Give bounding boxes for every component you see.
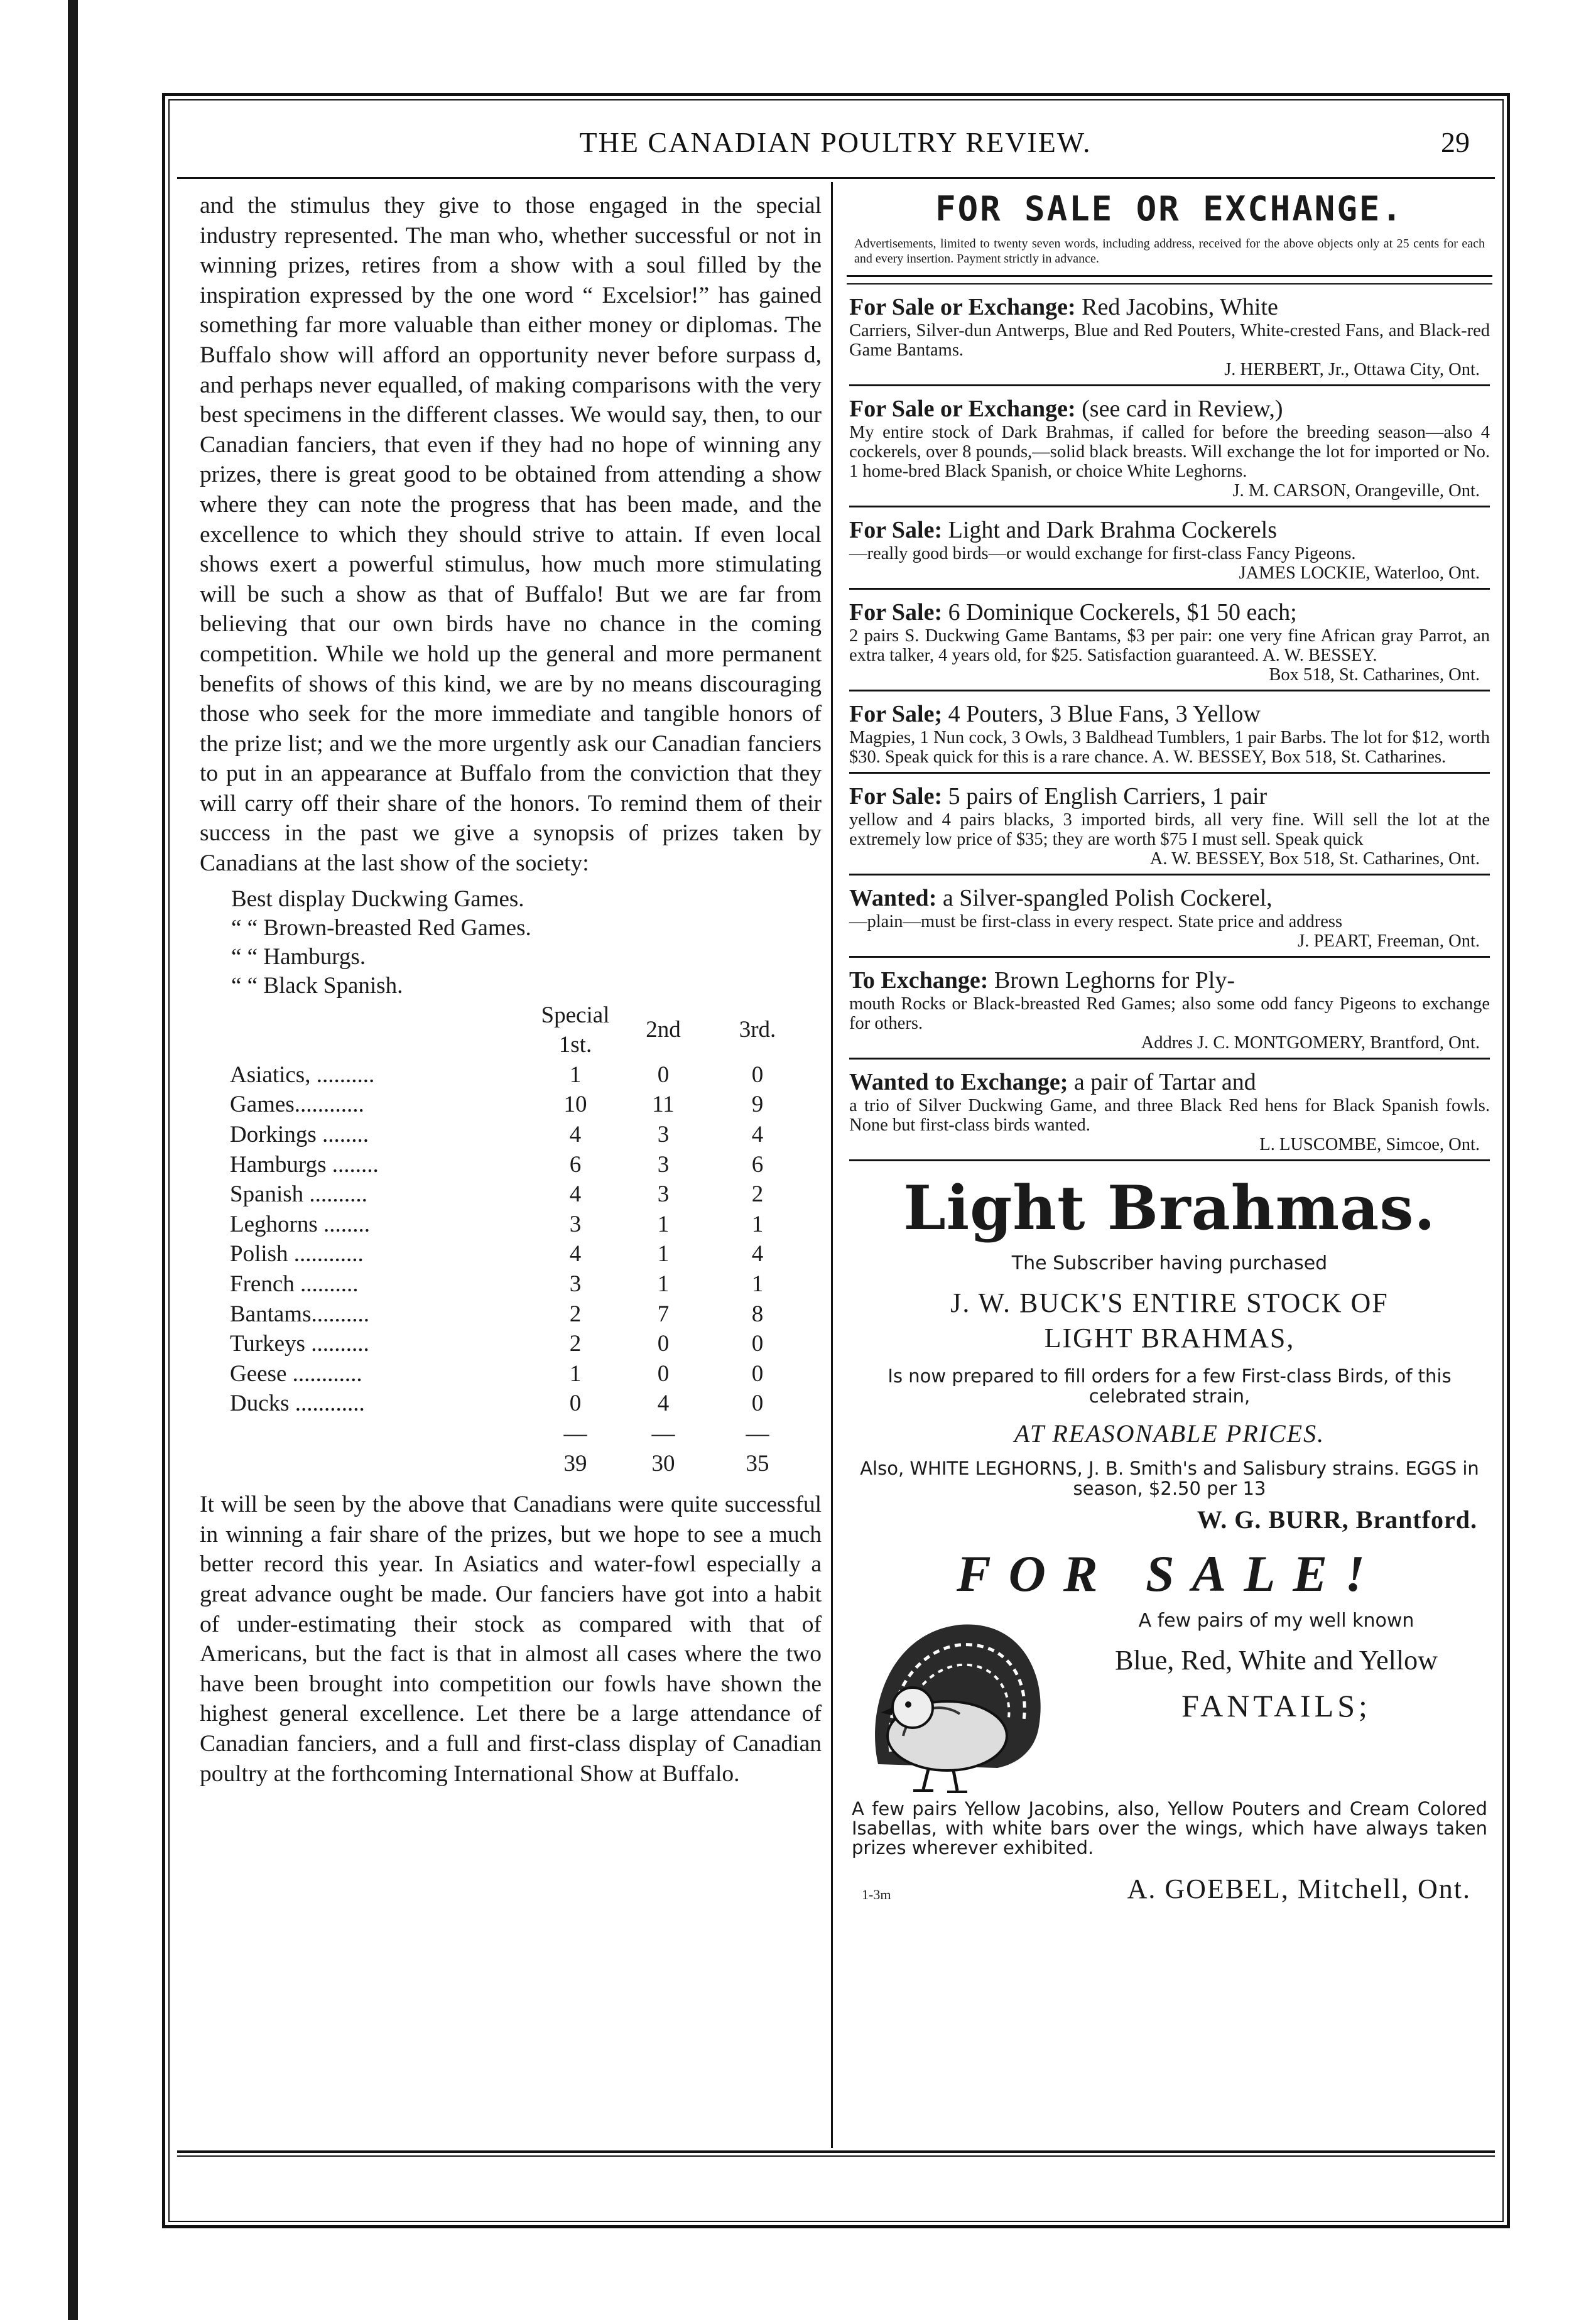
ad-lead-rest: a Silver-spangled Polish Cockerel, [936,885,1273,911]
fantails-signature: A. GOEBEL, Mitchell, Ont. [1127,1873,1471,1904]
table-row: Games............ 10 11 9 [230,1092,764,1118]
ad-lead-rest: Brown Leghorns for Ply- [988,967,1235,994]
brahma-prices: AT REASONABLE PRICES. [1014,1419,1325,1448]
table-row: Spanish .......... 4 3 2 [230,1181,764,1208]
classified-ad [849,590,1490,691]
fantails-text: A few pairs of my well known Blue, Red, White and Yellow FANTAILS; [1115,1610,1438,1723]
page-number: 29 [1441,126,1470,158]
ad-lead: For Sale: [849,517,943,543]
classified-ad [849,875,1490,958]
brahma-signature: W. G. BURR, Brantford. [1197,1505,1477,1534]
ad-lead: For Sale: [849,783,943,810]
brahma-line-4: Is now prepared to fill orders for a few First-class Birds, of this celebrated strain, [888,1365,1452,1407]
brahma-line-2: J. W. BUCK'S ENTIRE STOCK OF LIGHT BRAHMAS, [950,1287,1389,1353]
left-column [200,191,822,1789]
table-row: Geese ............ 1 0 0 [230,1360,764,1387]
ad-signature: J. PEART, Freeman, Ont. [1298,931,1480,951]
classified-ad [849,507,1490,590]
prize-table [230,1000,808,1479]
ad-lead-rest: (see card in Review,) [1075,396,1283,422]
ad-body: —plain—must be first-class in every respect. State price and address [849,912,1343,931]
ad-signature: Addres J. C. MONTGOMERY, Brantford, Ont. [1141,1033,1480,1053]
list-item: “ “ Black Spanish. [231,972,403,999]
ad-lead: For Sale; [849,701,943,727]
list-item: Best display Duckwing Games. [231,886,524,912]
footer-rule-thin [177,2155,1495,2157]
footer-rule [177,2150,1495,2153]
brahma-line-1: The Subscriber having purchased [1011,1252,1328,1274]
classified-ad [849,958,1490,1060]
table-totals-row: 39 30 35 [563,1450,769,1477]
double-rule [847,275,1492,285]
fantails-block [843,1607,1496,1796]
table-row: Hamburgs ........ 6 3 6 [230,1151,764,1178]
ad-lead: Wanted to Exchange; [849,1069,1068,1095]
classifieds-heading: FOR SALE OR EXCHANGE. [935,189,1404,229]
article-paragraph-2: It will be seen by the above that Canadians were quite successful in winning a fair share of the prizes, but we hope to see a much better record this year. In Asiatics and water-fowl especially a great advance ought be made. Our fanciers have got into a habit of under-estimating their stock as compared with that of Americans, but the fact is that in almost all cases where the two have been brought into competition our fowls have shown the highest general excellence. Let there be a large attendance of Canadian fanciers, and a full and first-class display of Canadian poultry at the forthcoming International Show at Buffalo. [200,1492,822,1787]
ad-body: —really good birds—or would exchange for first-class Fancy Pigeons. [849,544,1356,563]
column-divider [831,182,833,2148]
ad-signature: Box 518, St. Catharines, Ont. [1269,665,1480,685]
table-row: Turkeys .......... 2 0 0 [230,1331,764,1357]
ad-body: Carriers, Silver-dun Antwerps, Blue and Red Pouters, White-crested Fans, and Black-red Game Bantams. [849,321,1490,360]
ad-body: My entire stock of Dark Brahmas, if called for before the breeding season—also 4 cockerels, over 8 pounds,—solid black breasts. Will exchange the lot for imported or No. 1 home-bred Black Spanish, or choice White Leghorns. [849,423,1490,481]
ad-signature: JAMES LOCKIE, Waterloo, Ont. [1239,563,1480,583]
table-body [230,1060,808,1419]
classified-ad [849,386,1490,507]
fantail-pigeon-icon [853,1607,1054,1796]
classified-ad [849,774,1490,875]
table-header-row: Special 1st. 2nd 3rd. [541,1002,776,1058]
ad-signature: J. HERBERT, Jr., Ottawa City, Ont. [1224,360,1480,379]
ad-lead-rest: Light and Dark Brahma Cockerels [942,517,1277,543]
fantails-footer [843,1870,1496,1911]
header-rule [177,177,1495,179]
ad-lead-rest: a pair of Tartar and [1068,1069,1256,1095]
list-item: “ “ Brown-breasted Red Games. [231,914,531,941]
classified-ads [843,285,1496,1161]
ad-body: mouth Rocks or Black-breasted Red Games; also some odd fancy Pigeons to exchange for others. [849,994,1490,1033]
ad-lead: To Exchange: [849,967,989,994]
table-row: Bantams.......... 2 7 8 [230,1301,764,1327]
ad-lead-rest: 5 pairs of English Carriers, 1 pair [942,783,1268,810]
page-header [176,123,1495,167]
table-row: Dorkings ........ 4 3 4 [230,1122,764,1148]
classified-ad [849,285,1490,386]
table-row: Polish ............ 4 1 4 [230,1241,764,1267]
ad-signature: A. W. BESSEY, Box 518, St. Catharines, Ont. [1149,849,1480,869]
ad-body: Magpies, 1 Nun cock, 3 Owls, 3 Baldhead Tumblers, 1 pair Barbs. The lot for $12, worth $30. Speak quick for this is a rare chance. A. W. BESSEY, Box 518, St. Catharines. [849,728,1490,767]
classifieds-terms: Advertisements, limited to twenty seven words, including address, received for the above objects only at 25 cents for each and every insertion. Payment strictly in advance. [854,237,1485,266]
table-dash-row: — — — [563,1420,769,1446]
ad-lead: For Sale: [849,599,943,626]
journal-title: THE CANADIAN POULTRY REVIEW. [579,126,1092,158]
ad-body: yellow and 4 pairs blacks, 3 imported birds, all very fine. Will sell the lot at the extremely low price of $35; they are worth $75 I must sell. Speak quick [849,810,1490,849]
ad-body: 2 pairs S. Duckwing Game Bantams, $3 per pair: one very fine African gray Parrot, an extra talker, 4 years old, for $25. Satisfaction guaranteed. A. W. BESSEY. [849,626,1490,665]
right-column [843,188,1496,1911]
ad-lead-rest: 4 Pouters, 3 Blue Fans, 3 Yellow [942,701,1261,727]
table-row: Asiatics, .......... 1 0 0 [230,1061,764,1088]
ad-lead-rest: Red Jacobins, White [1075,294,1278,320]
table-row: Ducks ............ 0 4 0 [230,1390,764,1417]
ad-lead: For Sale or Exchange: [849,396,1076,422]
ad-body: a trio of Silver Duckwing Game, and three Black Red hens for Black Spanish fowls. None but first-class birds wanted. [849,1096,1490,1135]
classified-ad [849,1060,1490,1161]
ad-signature: J. M. CARSON, Orangeville, Ont. [1232,481,1480,501]
light-brahmas-title: Light Brahmas. [903,1173,1436,1244]
prize-list [231,885,822,1000]
insertion-tag: 1-3m [862,1887,891,1902]
brahma-leghorns: Also, WHITE LEGHORNS, J. B. Smith's and Salisbury strains. EGGS in season, $2.50 per 13 [860,1458,1479,1499]
table-row: French .......... 3 1 1 [230,1271,764,1297]
ad-lead: For Sale or Exchange: [849,294,1076,320]
article-paragraph-1: and the stimulus they give to those engaged in the special industry represented. The man who, whether successful or not in winning prizes, retires from a show with a soul filled by the inspiration expressed by the one word “ Excelsior!” has gained something far more valuable than either money or diplomas. The Buffalo show will afford an opportunity never before surpass d, and perhaps never equalled, of making comparisons with the very best specimens in the different classes. We would say, then, to our Canadian fanciers, that even if they had no hope of winning any prizes, there is great good to be obtained from attending a show where they can note the progress that has been made, and the excellence to which they should strive to attain. If even local shows exert a powerful stimulus, how much more stimulating will be such a show as that of Buffalo! But we are far from believing that our own birds have no chance in the coming competition. While we hold up the general and more permanent benefits of shows of this kind, we are by no means discouraging those who seek for the more immediate and tangible honors of the prize list; and we the more urgently ask our Canadian fanciers to put in an appearance at Buffalo from the conviction that they will carry off their share of the honors. To remind them of their success in the past we give a synopsis of prizes taken by Canadians at the last show of the society: [200,193,822,877]
fantails-title: FOR SALE! [956,1545,1383,1602]
ad-signature: L. LUSCOMBE, Simcoe, Ont. [1259,1135,1480,1154]
ad-lead-rest: 6 Dominique Cockerels, $1 50 each; [942,599,1297,626]
page-spine-shadow [68,0,78,2320]
ad-lead: Wanted: [849,885,937,911]
table-row: Leghorns ........ 3 1 1 [230,1211,764,1237]
classified-ad [849,691,1490,774]
fantails-body: A few pairs Yellow Jacobins, also, Yellow Pouters and Cream Colored Isabellas, with white bars over the wings, which have always taken prizes wherever exhibited. [852,1798,1487,1858]
list-item: “ “ Hamburgs. [231,943,366,970]
